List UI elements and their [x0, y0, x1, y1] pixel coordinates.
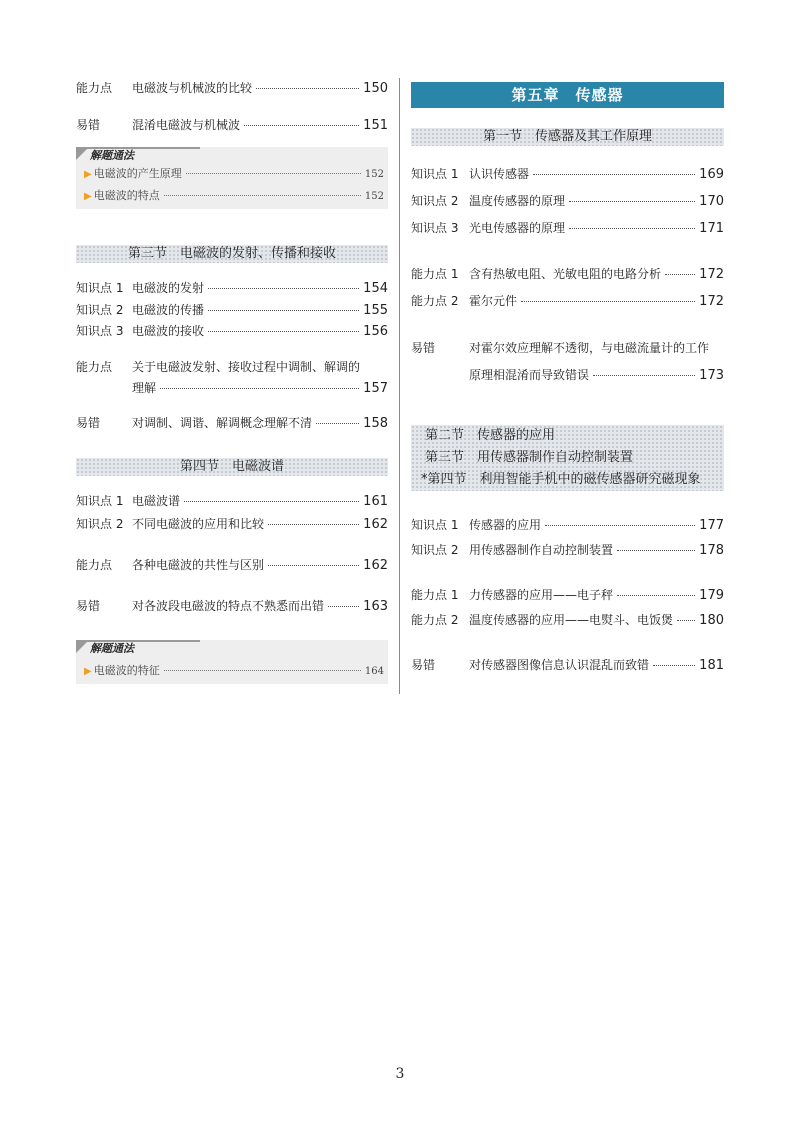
entry-page: 158 [363, 416, 388, 431]
entry-page: 156 [363, 324, 388, 339]
entry-title: 电磁波的产生原理 [93, 167, 182, 180]
entry-title: 不同电磁波的应用和比较 [132, 517, 265, 531]
leader-dots [184, 501, 359, 502]
entry-title: 对传感器图像信息认识混乱而致错 [469, 658, 650, 672]
entry-label: 知识点 2 [76, 517, 124, 531]
entry-title: 混淆电磁波与机械波 [132, 118, 241, 132]
section-title[interactable]: 第二节 传感器的应用 [425, 428, 556, 443]
toc-entry[interactable] [76, 555, 388, 575]
entry-label: 易错 [76, 118, 101, 132]
entry-page: 170 [699, 194, 724, 209]
toc-entry[interactable] [411, 515, 724, 535]
entry-title: 含有热敏电阻、光敏电阻的电路分析 [469, 267, 662, 281]
triangle-arrow-icon: ▶ [84, 191, 92, 202]
entry-label: 知识点 3 [411, 221, 459, 235]
method-box [76, 640, 388, 684]
section-title[interactable]: 第四节 电磁波谱 [76, 458, 388, 476]
entry-title: 对调制、调谐、解调概念理解不清 [132, 416, 313, 430]
entry-page: 150 [363, 81, 388, 96]
entry-label: 知识点 1 [76, 281, 124, 295]
leader-dots [164, 195, 361, 196]
entry-label: 能力点 1 [411, 588, 459, 602]
entry-page: 152 [364, 191, 384, 202]
leader-dots [208, 331, 359, 332]
leader-dots [533, 174, 695, 175]
triangle-arrow-icon: ▶ [84, 169, 92, 180]
toc-entry[interactable] [76, 300, 388, 320]
leader-dots [545, 525, 695, 526]
toc-entry[interactable] [411, 291, 724, 311]
toc-entry[interactable] [411, 610, 724, 630]
entry-page: 161 [363, 494, 388, 509]
method-entry[interactable] [84, 165, 384, 183]
entry-title: 传感器的应用 [469, 518, 542, 532]
entry-page: 154 [363, 281, 388, 296]
section-title[interactable]: 第三节 电磁波的发射、传播和接收 [76, 245, 388, 263]
toc-entry[interactable] [76, 278, 388, 298]
entry-label: 能力点 [76, 360, 113, 374]
section-title[interactable]: 第一节 传感器及其工作原理 [411, 128, 724, 146]
entry-title: 电磁波的接收 [132, 324, 205, 338]
entry-label: 易错 [76, 416, 101, 430]
leader-dots [677, 620, 695, 621]
entry-page: 157 [363, 381, 388, 396]
entry-page: 162 [363, 558, 388, 573]
toc-entry[interactable] [76, 78, 388, 98]
entry-title: 光电传感器的原理 [469, 221, 566, 235]
entry-title: 力传感器的应用——电子秤 [469, 588, 614, 602]
leader-dots [569, 201, 695, 202]
entry-label: 知识点 2 [76, 303, 124, 317]
leader-dots [268, 565, 359, 566]
entry-label: 知识点 3 [76, 324, 124, 338]
entry-page: 177 [699, 518, 724, 533]
entry-page: 164 [364, 666, 384, 677]
entry-title: 电磁波的特征 [93, 664, 160, 677]
toc-entry-multiline[interactable] [76, 357, 388, 377]
entry-label: 能力点 1 [411, 267, 459, 281]
toc-entry[interactable] [411, 585, 724, 605]
entry-label: 知识点 1 [411, 167, 459, 181]
leader-dots [665, 274, 695, 275]
toc-entry[interactable] [411, 191, 724, 211]
leader-dots [208, 310, 359, 311]
method-heading [76, 147, 200, 163]
entry-page: 151 [363, 118, 388, 133]
toc-entry[interactable] [411, 164, 724, 184]
entry-label: 能力点 2 [411, 294, 459, 308]
entry-title: 电磁波的特点 [93, 189, 160, 202]
method-entry[interactable] [84, 187, 384, 205]
method-heading-text: 解题通法 [90, 642, 134, 655]
entry-label: 能力点 [76, 558, 113, 572]
entry-page: 162 [363, 517, 388, 532]
entry-page: 181 [699, 658, 724, 673]
entry-title: 各种电磁波的共性与区别 [132, 558, 265, 572]
entry-label: 知识点 1 [76, 494, 124, 508]
triangle-arrow-icon: ▶ [84, 666, 92, 677]
entry-page: 171 [699, 221, 724, 236]
leader-dots [244, 125, 359, 126]
leader-dots [316, 423, 359, 424]
entry-page: 178 [699, 543, 724, 558]
entry-title: 电磁波谱 [132, 494, 181, 508]
toc-entry[interactable] [411, 540, 724, 560]
entry-title: 温度传感器的原理 [469, 194, 566, 208]
entry-title: 温度传感器的应用——电熨斗、电饭煲 [469, 613, 674, 627]
toc-entry[interactable] [76, 491, 388, 511]
entry-page: 173 [699, 368, 724, 383]
toc-entry[interactable] [411, 264, 724, 284]
entry-title-line2: 原理相混淆而导致错误 [469, 368, 590, 382]
entry-title: 对各波段电磁波的特点不熟悉而出错 [132, 599, 325, 613]
entry-page: 163 [363, 599, 388, 614]
entry-label: 知识点 2 [411, 194, 459, 208]
entry-title: 认识传感器 [469, 167, 530, 181]
leader-dots [653, 665, 695, 666]
toc-entry[interactable] [411, 655, 724, 675]
section-title[interactable]: 第三节 用传感器制作自动控制装置 [425, 450, 634, 465]
entry-label: 能力点 2 [411, 613, 459, 627]
leader-dots [617, 595, 695, 596]
entry-page: 169 [699, 167, 724, 182]
leader-dots [328, 606, 359, 607]
entry-title: 用传感器制作自动控制装置 [469, 543, 614, 557]
entry-page: 172 [699, 267, 724, 282]
toc-entry[interactable] [76, 115, 388, 135]
toc-entry[interactable] [76, 413, 388, 433]
leader-dots [186, 173, 361, 174]
column-divider [399, 78, 400, 694]
leader-dots [160, 388, 359, 389]
method-box [76, 147, 388, 209]
leader-dots [164, 670, 361, 671]
toc-entry[interactable] [76, 596, 388, 616]
entry-title-line2: 理解 [132, 381, 157, 395]
entry-title: 电磁波与机械波的比较 [132, 81, 253, 95]
leader-dots [569, 228, 695, 229]
leader-dots [617, 550, 695, 551]
entry-label: 知识点 2 [411, 543, 459, 557]
leader-dots [268, 524, 359, 525]
toc-entry[interactable] [76, 321, 388, 341]
entry-title: 电磁波的传播 [132, 303, 205, 317]
leader-dots [208, 288, 359, 289]
entry-page: 179 [699, 588, 724, 603]
entry-title: 霍尔元件 [469, 294, 518, 308]
entry-label: 易错 [76, 599, 101, 613]
section-group [411, 425, 724, 491]
corner-triangle-icon [76, 642, 87, 653]
toc-entry-continuation[interactable] [132, 378, 388, 398]
method-entry[interactable] [84, 662, 384, 680]
toc-entry-multiline[interactable] [411, 338, 724, 358]
toc-entry[interactable] [76, 514, 388, 534]
toc-entry[interactable] [411, 218, 724, 238]
entry-label: 易错 [411, 341, 436, 355]
entry-title: 电磁波的发射 [132, 281, 205, 295]
entry-page: 180 [699, 613, 724, 628]
entry-label: 能力点 [76, 81, 113, 95]
method-heading-text: 解题通法 [90, 149, 134, 162]
leader-dots [593, 375, 695, 376]
entry-label: 知识点 1 [411, 518, 459, 532]
entry-page: 152 [364, 169, 384, 180]
entry-title-line1: 对霍尔效应理解不透彻，与电磁流量计的工作 [469, 341, 710, 355]
entry-title-line1: 关于电磁波发射、接收过程中调制、解调的 [132, 360, 361, 374]
page-number: 3 [395, 1066, 405, 1082]
leader-dots [521, 301, 695, 302]
leader-dots [256, 88, 359, 89]
method-heading [76, 640, 200, 656]
entry-label: 易错 [411, 658, 436, 672]
toc-entry-continuation[interactable] [469, 365, 724, 385]
chapter-title[interactable]: 第五章 传感器 [411, 82, 724, 108]
corner-triangle-icon [76, 149, 87, 160]
entry-page: 155 [363, 303, 388, 318]
section-title[interactable]: *第四节 利用智能手机中的磁传感器研究磁现象 [421, 472, 701, 487]
entry-page: 172 [699, 294, 724, 309]
